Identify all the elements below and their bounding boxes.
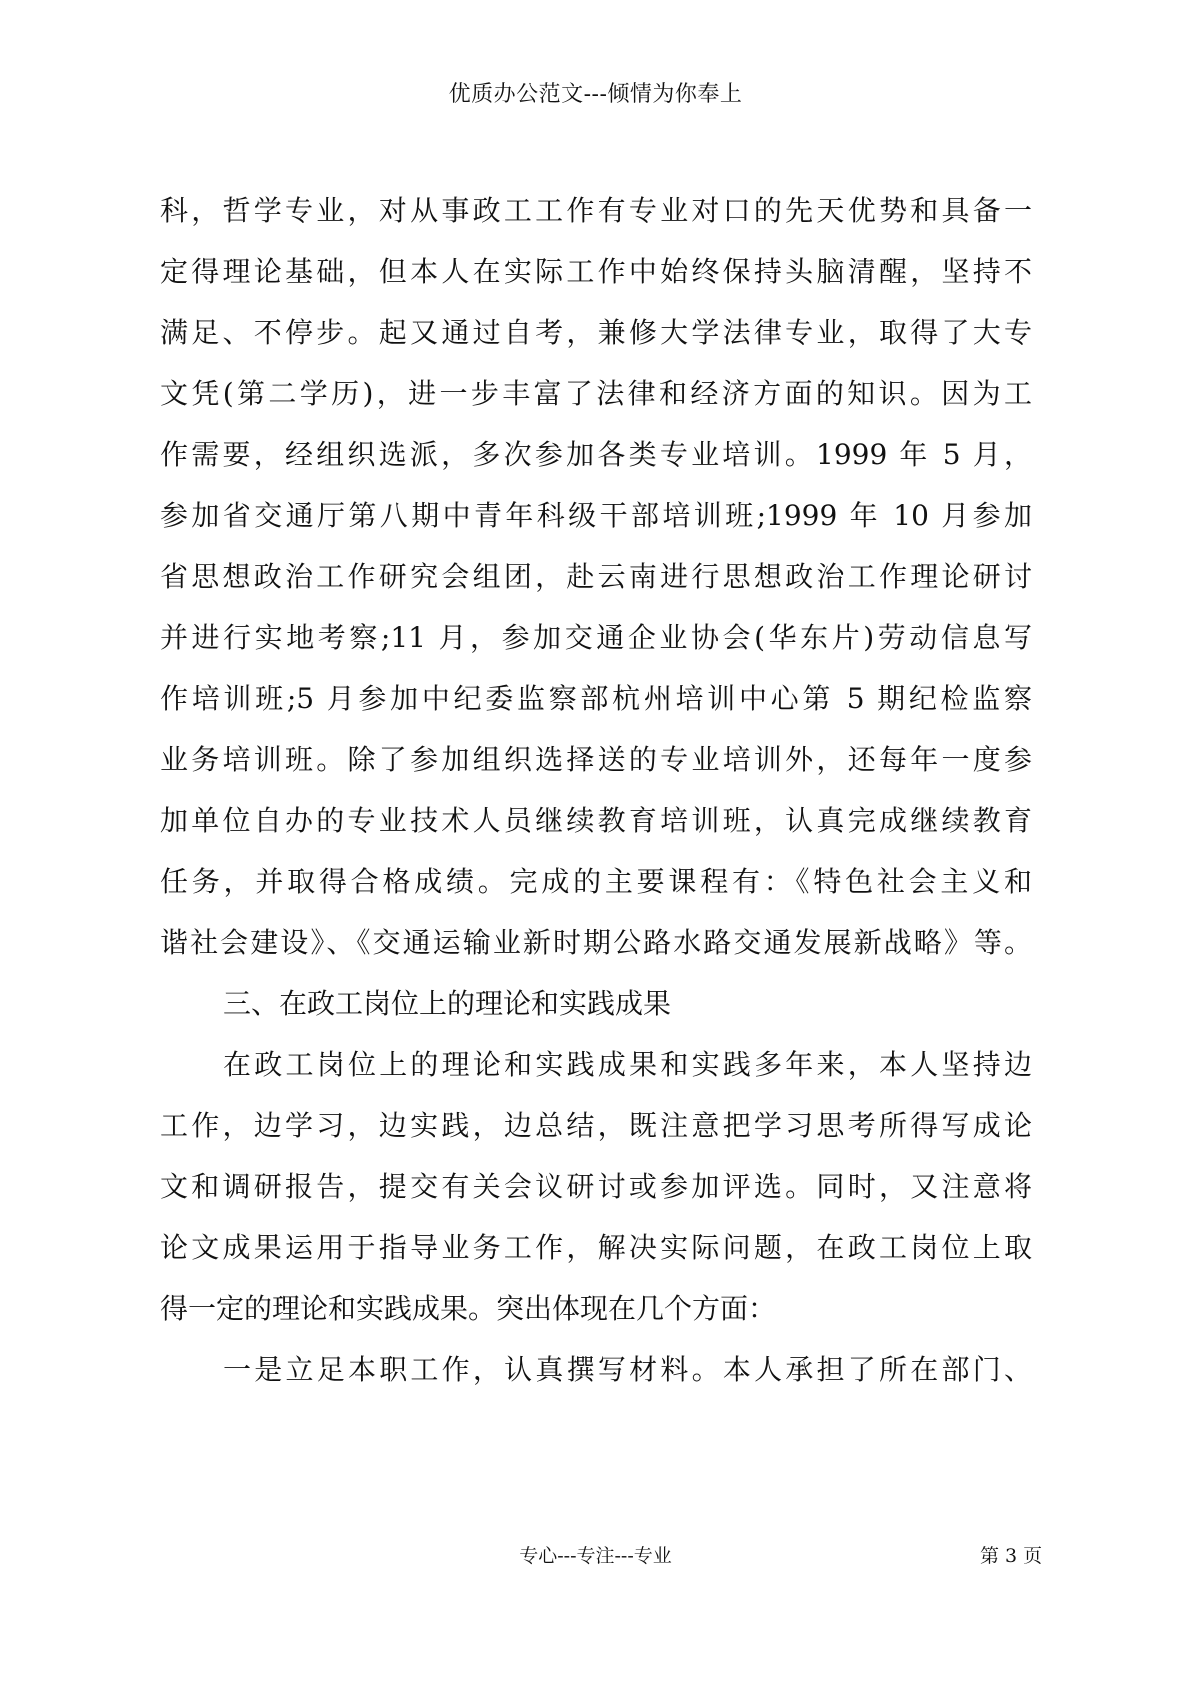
text-line: 得一定的理论和实践成果。突出体现在几个方面： [160,1292,777,1325]
text-line: 作需要，经组织选派，多次参加各类专业培训。1999 年 5 月， [160,438,1032,471]
text-line: 任务，并取得合格成绩。完成的主要课程有：《特色社会主义和 [160,865,1032,898]
text-line: 一是立足本职工作，认真撰写材料。本人承担了所在部门、 [223,1353,1032,1386]
text-line: 文凭(第二学历)，进一步丰富了法律和经济方面的知识。因为工 [160,377,1032,410]
text-line: 作培训班;5 月参加中纪委监察部杭州培训中心第 5 期纪检监察 [160,682,1032,715]
page-footer [0,1541,1191,1571]
page-header: 优质办公范文---倾情为你奉上 [448,82,743,107]
text-line: 定得理论基础，但本人在实际工作中始终保持头脑清醒，坚持不 [160,255,1032,288]
document-body [160,180,1032,1400]
section-heading: 三、在政工岗位上的理论和实践成果 [223,987,672,1020]
text-line: 工作，边学习，边实践，边总结，既注意把学习思考所得写成论 [160,1109,1032,1142]
text-line: 文和调研报告，提交有关会议研讨或参加评选。同时，又注意将 [160,1170,1032,1203]
text-line: 在政工岗位上的理论和实践成果和实践多年来，本人坚持边 [223,1048,1032,1081]
page-number: 第 3 页 [980,1545,1043,1567]
text-line: 省思想政治工作研究会组团，赴云南进行思想政治工作理论研讨 [160,560,1032,593]
text-line: 满足、不停步。起又通过自考，兼修大学法律专业，取得了大专 [160,316,1032,349]
text-line: 科，哲学专业，对从事政工工作有专业对口的先天优势和具备一 [160,194,1032,227]
text-line: 并进行实地考察;11 月，参加交通企业协会(华东片)劳动信息写 [160,621,1032,654]
text-line: 参加省交通厅第八期中青年科级干部培训班;1999 年 10 月参加 [160,499,1032,532]
text-line: 加单位自办的专业技术人员继续教育培训班，认真完成继续教育 [160,804,1032,837]
footer-motto: 专心---专注---专业 [519,1545,672,1567]
text-line: 业务培训班。除了参加组织选择送的专业培训外，还每年一度参 [160,743,1032,776]
text-line: 论文成果运用于指导业务工作，解决实际问题，在政工岗位上取 [160,1231,1032,1264]
text-line: 谐社会建设》、《交通运输业新时期公路水路交通发展新战略》等。 [160,926,1032,959]
